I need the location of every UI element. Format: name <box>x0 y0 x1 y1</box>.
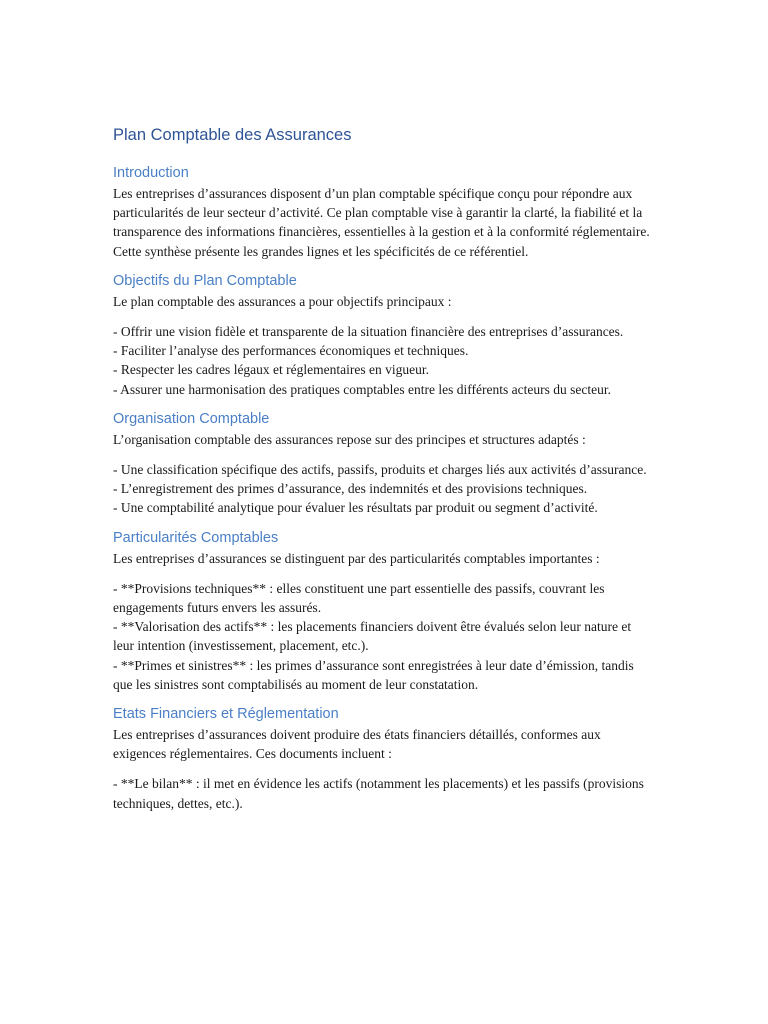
section-introduction <box>113 163 653 261</box>
section-paragraph: Les entreprises d’assurances disposent d’un plan comptable spécifique conçu pour répondre aux particularités de leur secteur d’activité. Ce plan comptable vise à garantir la clarté, la fiabilité et la transparence des informations financières, essentielles à la gestion et à la conformité réglementaire. Cette synthèse présente les grandes lignes et les spécificités de ce référentiel. <box>113 186 650 259</box>
list-item: - Une comptabilité analytique pour évaluer les résultats par produit ou segment d’activité. <box>113 500 598 516</box>
document-title: Plan Comptable des Assurances <box>113 126 352 144</box>
list-item: - Respecter les cadres légaux et réglementaires en vigueur. <box>113 362 429 378</box>
section-paragraph: L’organisation comptable des assurances repose sur des principes et structures adaptés : <box>113 431 586 447</box>
section-paragraph: Le plan comptable des assurances a pour objectifs principaux : <box>113 293 452 309</box>
list-item: - **Provisions techniques** : elles constituent une part essentielle des passifs, couvrant les engagements futurs envers les assurés. <box>113 580 605 616</box>
section-heading: Particularités Comptables <box>113 529 279 546</box>
list-item: - Faciliter l’analyse des performances économiques et techniques. <box>113 343 469 359</box>
list-item: - Assurer une harmonisation des pratiques comptables entre les différents acteurs du secteur. <box>113 381 611 397</box>
list-item: - Offrir une vision fidèle et transparente de la situation financière des entreprises d’assurances. <box>113 324 624 340</box>
section-heading: Etats Financiers et Réglementation <box>113 706 339 723</box>
section-heading: Objectifs du Plan Comptable <box>113 272 297 289</box>
section-heading: Introduction <box>113 165 189 181</box>
document-page <box>113 124 653 823</box>
bullet-list <box>113 774 653 812</box>
list-item: - **Primes et sinistres** : les primes d’assurance sont enregistrées à leur date d’émission, tandis que les sinistres sont comptabilisés au moment de leur constatation. <box>113 657 634 692</box>
section-objectifs <box>113 271 653 399</box>
section-paragraph: Les entreprises d’assurances doivent produire des états financiers détaillés, conformes aux exigences réglementaires. Ces documents incluent : <box>113 727 601 762</box>
section-particularites <box>113 528 653 694</box>
bullet-list <box>113 322 653 399</box>
section-heading: Organisation Comptable <box>113 410 270 427</box>
section-organisation <box>113 409 653 518</box>
list-item: - Une classification spécifique des actifs, passifs, produits et charges liés aux activités d’assurance. <box>113 462 647 478</box>
list-item: - **Le bilan** : il met en évidence les actifs (notamment les placements) et les passifs (provisions techniques, dettes, etc.). <box>113 776 644 811</box>
section-etats-financiers <box>113 704 653 813</box>
bullet-list <box>113 460 653 518</box>
list-item: - L’enregistrement des primes d’assurance, des indemnités et des provisions techniques. <box>113 481 588 497</box>
list-item: - **Valorisation des actifs** : les placements financiers doivent être évalués selon leur nature et leur intention (investissement, placement, etc.). <box>113 619 632 654</box>
bullet-list <box>113 579 653 694</box>
section-paragraph: Les entreprises d’assurances se distinguent par des particularités comptables importantes : <box>113 550 600 566</box>
